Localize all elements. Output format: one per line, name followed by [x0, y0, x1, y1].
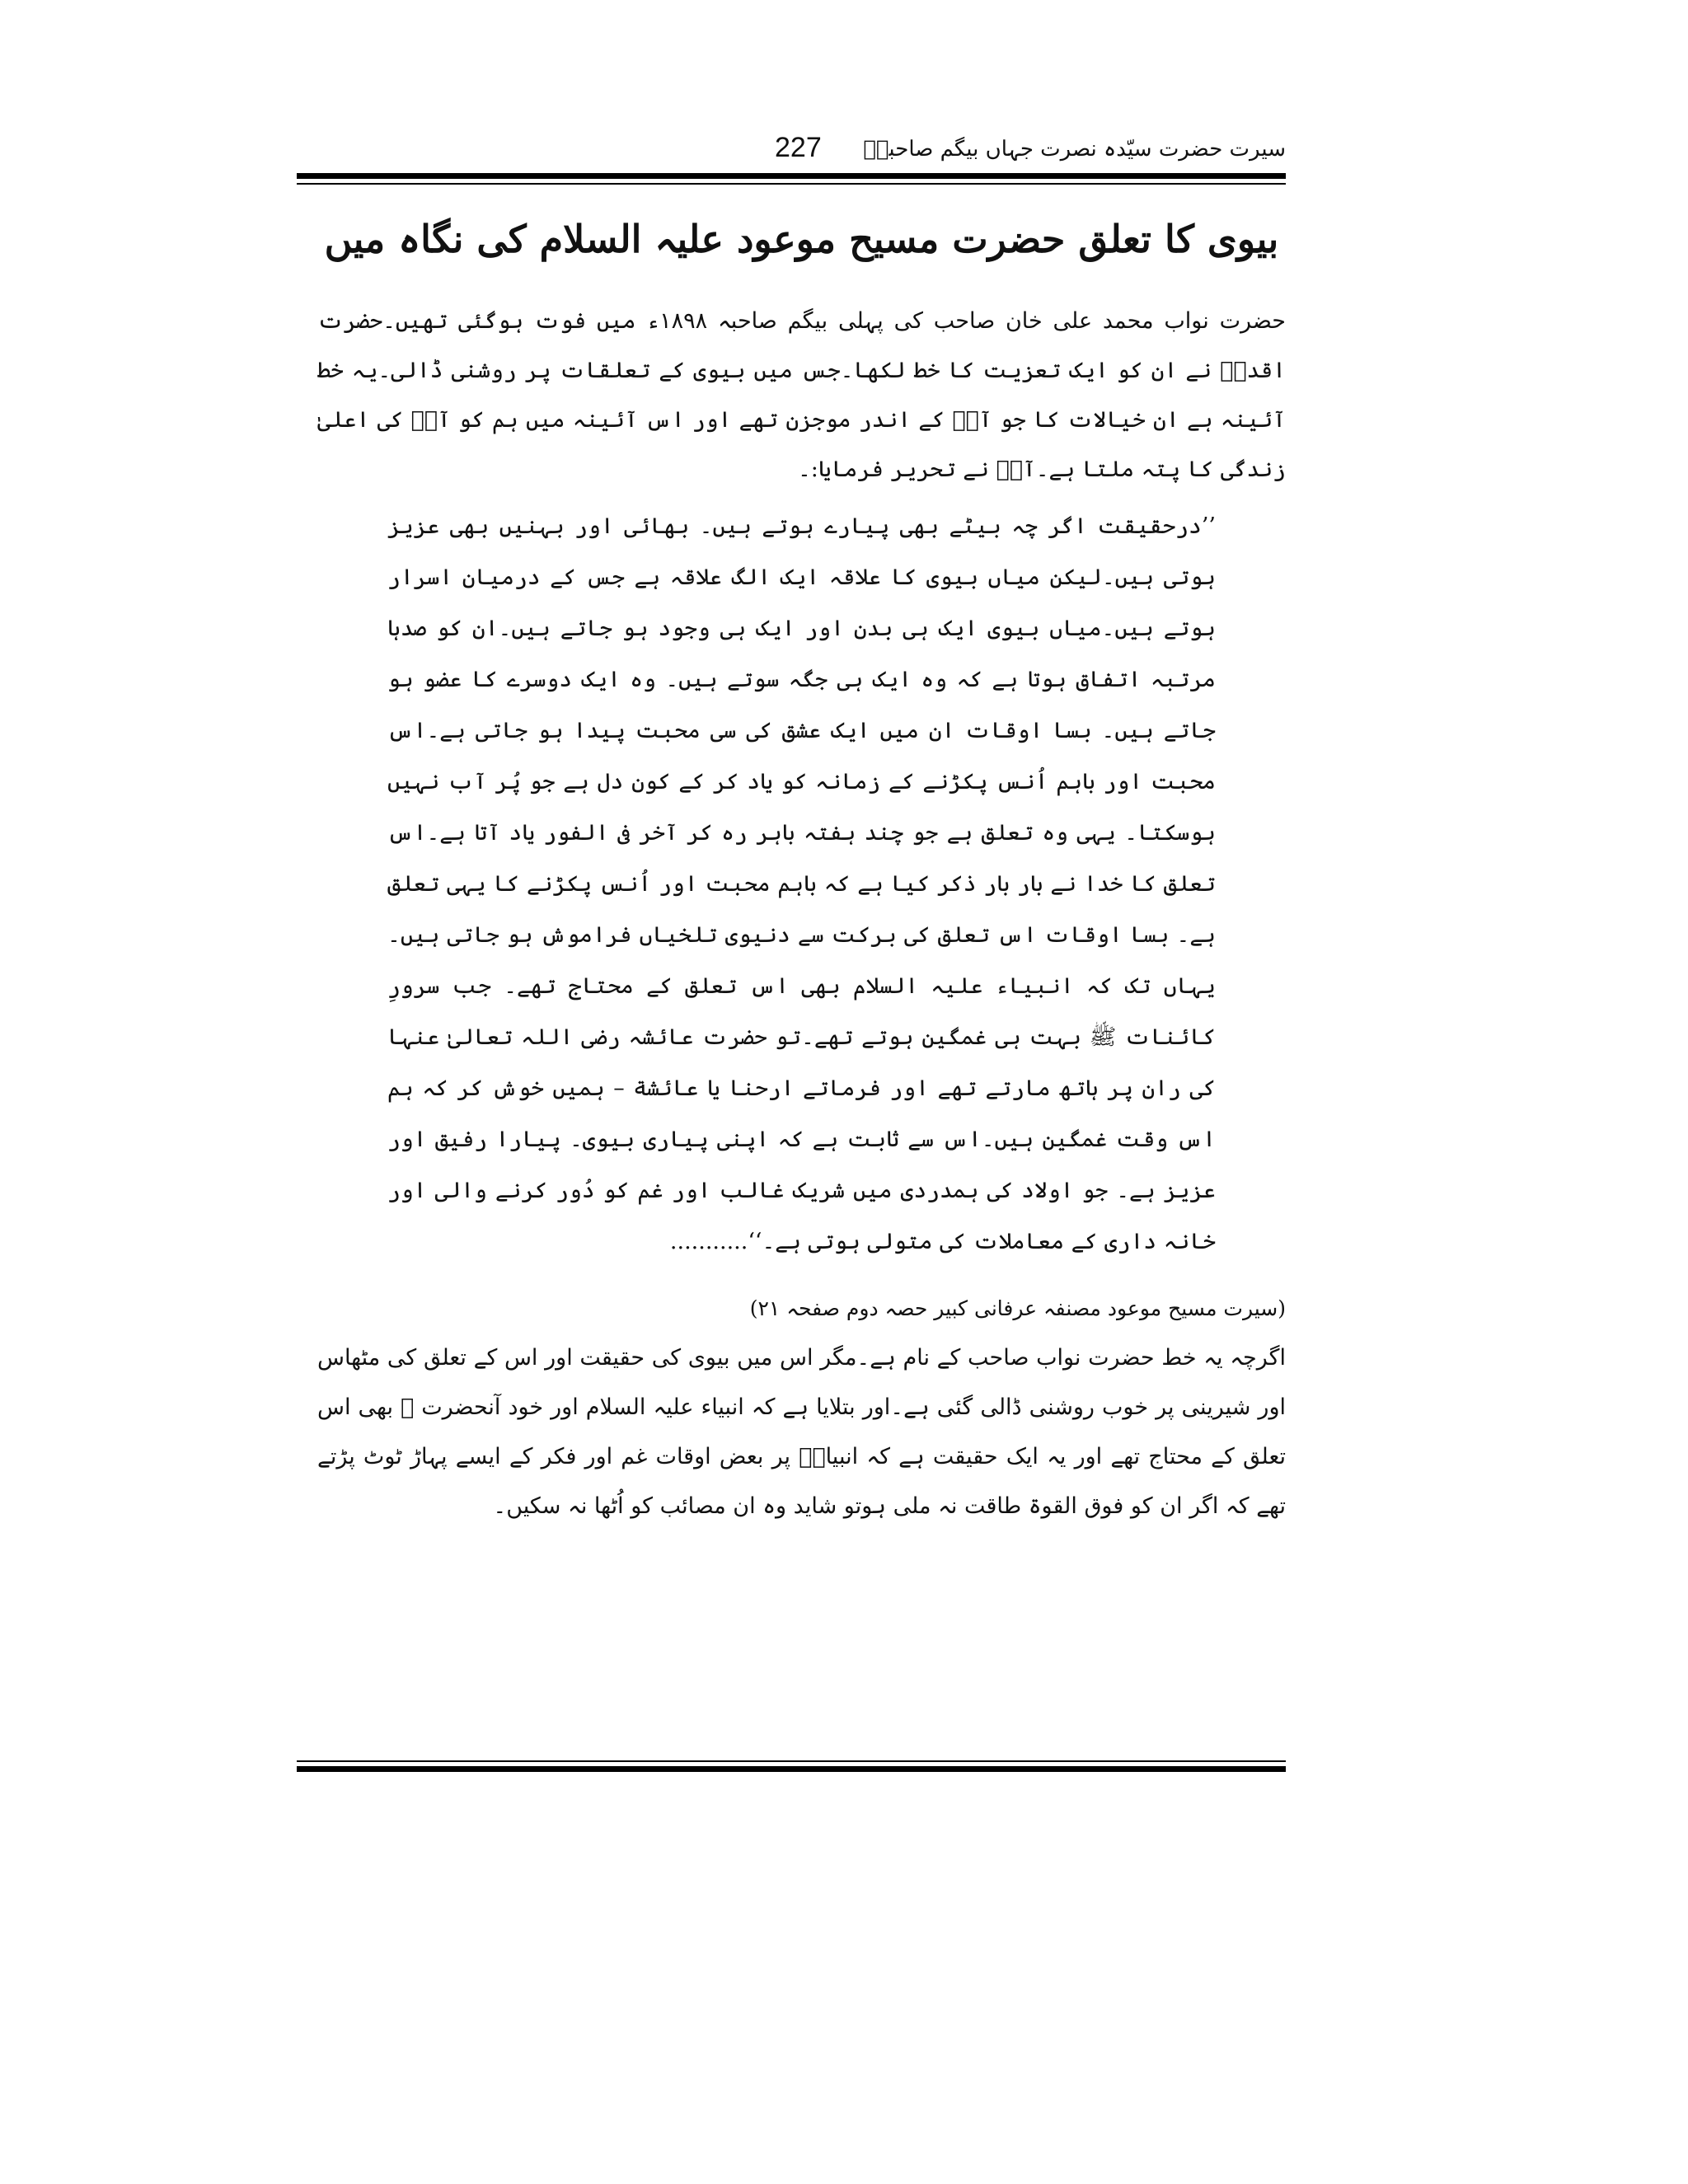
page-body	[317, 206, 1286, 1531]
block-quote: ’’درحقیقت اگر چہ بیٹے بھی پیارے ہوتے ہیں۔ بھائی اور بہنیں بھی عزیز ہوتی ہیں۔لیکن میاں بیوی کا علاقہ ایک الگ علاقہ ہے جس کے درمیان اسرار ہوتے ہیں۔میاں بیوی ایک ہی بدن اور ایک ہی وجود ہو جاتے ہیں۔ان کو صدہا مرتبہ اتفاق ہوتا ہے کہ وہ ایک ہی جگہ سوتے ہیں۔ وہ ایک دوسرے کا عضو ہو جاتے ہیں۔ بسا اوقات ان میں ایک عشق کی سی محبت پیدا ہو جاتی ہے۔اس محبت اور باہم اُنس پکڑنے کے زمانہ کو یاد کر کے کون دل ہے جو پُر آب نہیں ہوسکتا۔ یہی وہ تعلق ہے جو چند ہفتہ باہر رہ کر آخر فی الفور یاد آتا ہے۔اس تعلق کا خدا نے بار بار ذکر کیا ہے کہ باہم محبت اور اُنس پکڑنے کا یہی تعلق ہے۔ بسا اوقات اس تعلق کی برکت سے دنیوی تلخیاں فراموش ہو جاتی ہیں۔ یہاں تک کہ انبیاء علیہ السلام بھی اس تعلق کے محتاج تھے۔ جب سرورِ کائنات ﷺ بہت ہی غمگین ہوتے تھے۔تو حضرت عائشہ رضی اللہ تعالیٰ عنہا کی ران پر ہاتھ مارتے تھے اور فرماتے ارحنا یا عائشة – ہمیں خوش کر کہ ہم اس وقت غمگین ہیں۔اس سے ثابت ہے کہ اپنی پیاری بیوی۔ پیارا رفیق اور عزیز ہے۔ جو اولاد کی ہمدردی میں شریک غالب اور غم کو دُور کرنے والی اور خانہ داری کے معاملات کی متولی ہوتی ہے۔‘‘...........	[387, 513, 1216, 1254]
header-rule-thick	[297, 173, 1286, 179]
footer-rule-thin	[297, 1760, 1286, 1762]
chapter-title: بیوی کا تعلق حضرت مسیح موعود علیہ السلام کی نگاہ میں	[324, 217, 1279, 261]
intro-paragraph: حضرت نواب محمد علی خان صاحب کی پہلی بیگم صاحبہ ۱۸۹۸ء میں فوت ہوگئی تھیں۔حضرت اقدسؑ نے ان کو ایک تعزیت کا خط لکھا۔جس میں بیوی کے تعلقات پر روشنی ڈالی۔یہ خط آئینہ ہے ان خیالات کا جو آپؑ کے اندر موجزن تھے اور اس آئینہ میں ہم کو آپؑ کی اعلیٰ زندگی کا پتہ ملتا ہے۔آپؑ نے تحریر فرمایا:۔	[317, 308, 1286, 482]
header-rule-thin	[297, 183, 1286, 185]
header-book-title: سیرت حضرت سیّدہ نصرت جہاں بیگم صاحبہؓ	[863, 137, 1286, 162]
footer-rule-thick	[297, 1766, 1286, 1772]
closing-paragraph: اگرچہ یہ خط حضرت نواب صاحب کے نام ہے۔مگر اس میں بیوی کی حقیقت اور اس کے تعلق کی مٹھاس اور شیرینی پر خوب روشنی ڈالی گئی ہے۔اور بتلایا ہے کہ انبیاء علیہ السلام اور خود آنحضرت ﷺ بھی اس تعلق کے محتاج تھے اور یہ ایک حقیقت ہے کہ انبیاءؑ پر بعض اوقات غم اور فکر کے ایسے پہاڑ ٹوٹ پڑتے تھے کہ اگر ان کو فوق القوۃ طاقت نہ ملی ہوتو شاید وہ ان مصائب کو اُٹھا نہ سکیں۔	[317, 1345, 1286, 1519]
citation: (سیرت مسیح موعود مصنفہ عرفانی کبیر حصہ دوم صفحہ ۲۱)	[749, 1296, 1286, 1320]
page-number: 227	[775, 132, 822, 163]
